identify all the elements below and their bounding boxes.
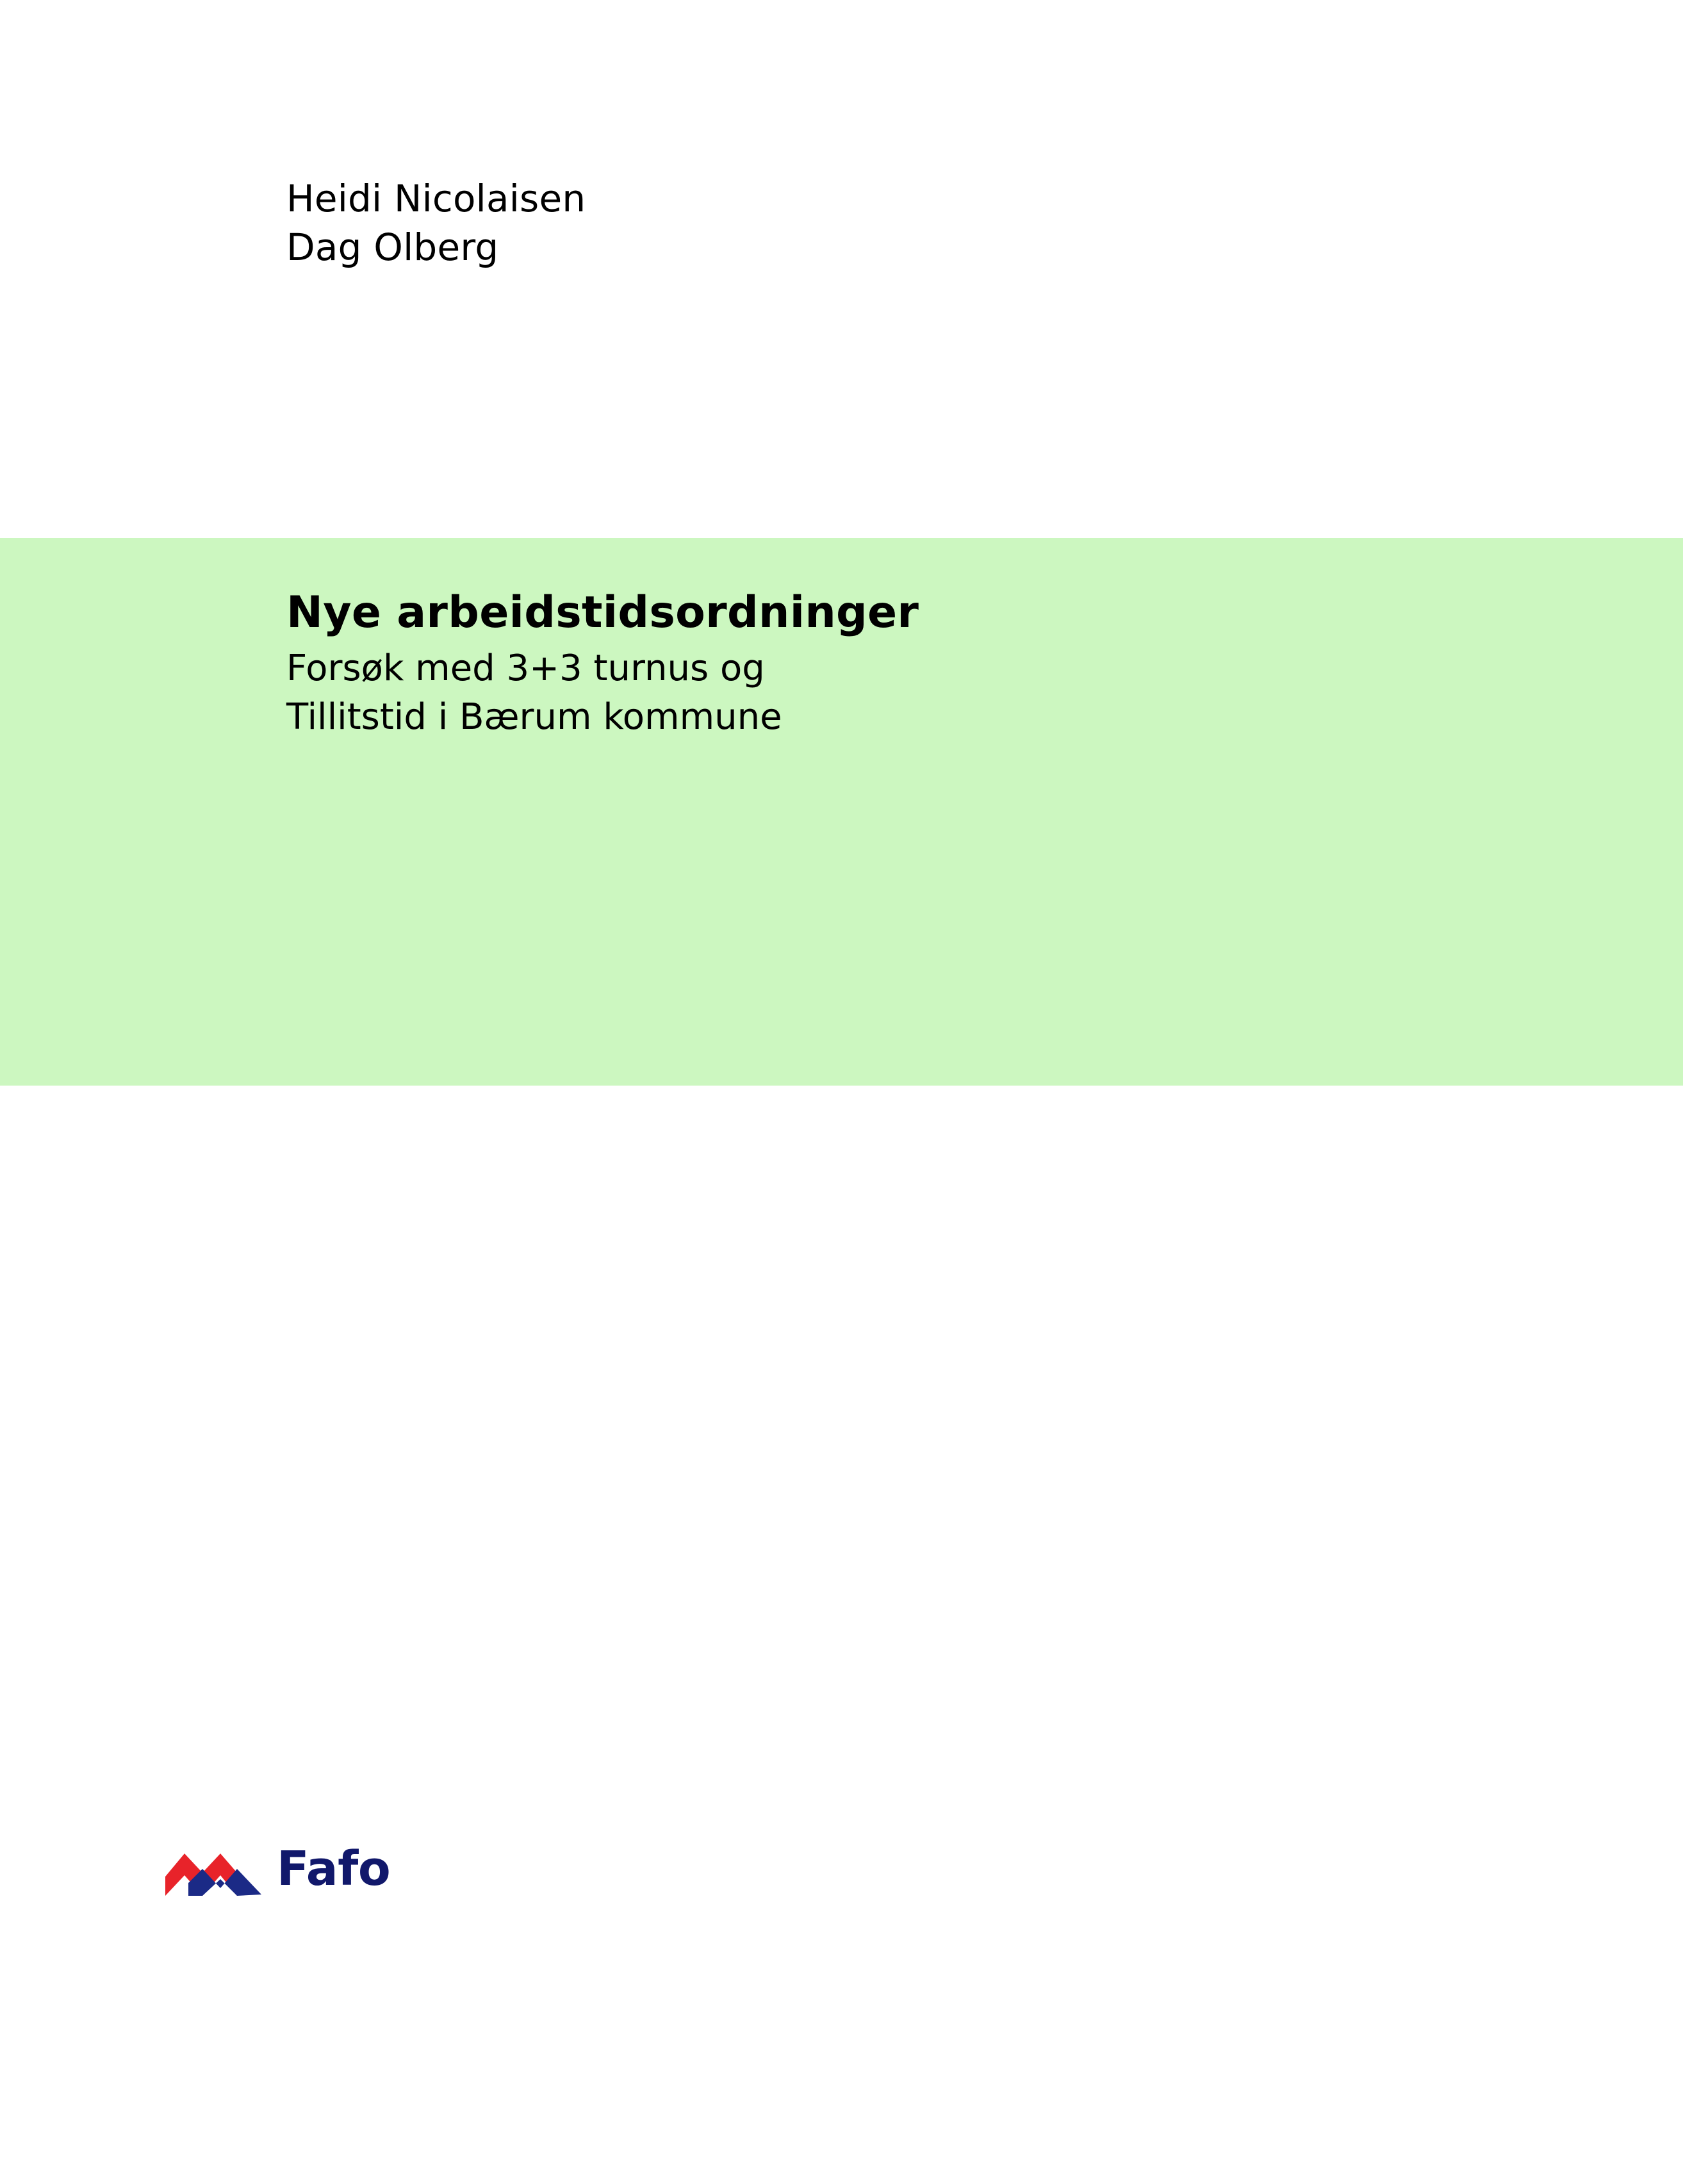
- page-subtitle-line-2: Tillitstid i Bærum kommune: [286, 696, 782, 738]
- publisher-name: Fafo: [277, 1841, 391, 1896]
- page-title: Nye arbeidstidsordninger: [286, 587, 919, 638]
- publisher-logo: [165, 1837, 390, 1898]
- author-name: Dag Olberg: [286, 225, 499, 269]
- author-name: Heidi Nicolaisen: [286, 177, 586, 220]
- title-block: [286, 585, 1504, 742]
- title-band: [0, 538, 1683, 1086]
- author-list: [286, 174, 1311, 272]
- page-subtitle-line-1: Forsøk med 3+3 turnus og: [286, 648, 765, 689]
- fafo-logo-icon: [165, 1837, 268, 1898]
